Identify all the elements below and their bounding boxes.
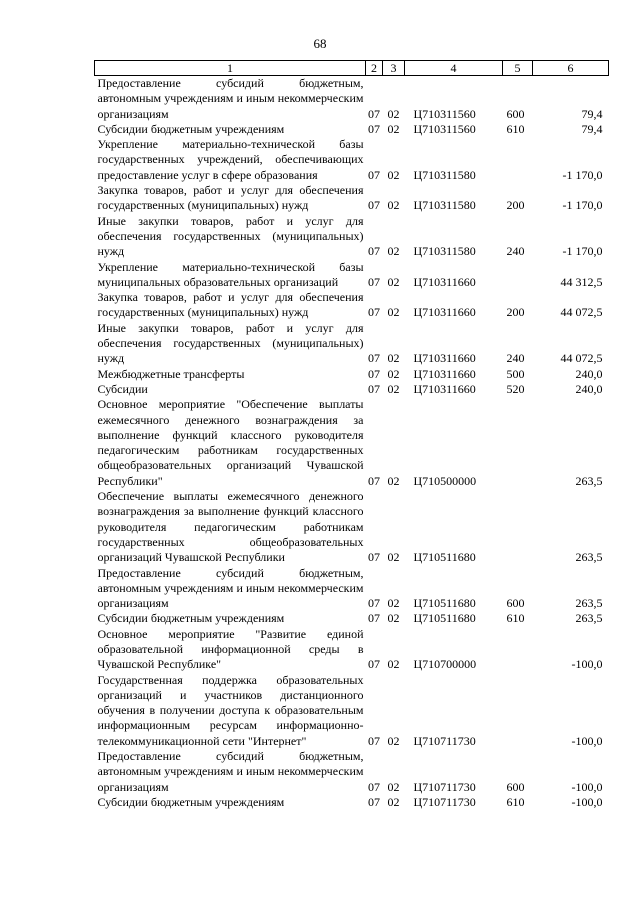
- row-name: Субсидии бюджетным учреждениям: [97, 794, 285, 809]
- subsection-code: 02: [387, 351, 400, 366]
- expense-type-code: 600: [506, 779, 525, 794]
- subsection-code: 02: [387, 611, 400, 626]
- section-code: 07: [368, 794, 380, 809]
- amount: 240,0: [575, 366, 603, 381]
- amount: 263,5: [575, 473, 603, 488]
- target-article-code: Ц710711730: [413, 733, 476, 748]
- subsection-code: 02: [387, 596, 400, 611]
- column-header-6: 6: [533, 61, 609, 76]
- subsection-code: 02: [387, 305, 400, 320]
- section-code: 07: [368, 198, 380, 213]
- section-code: 07: [368, 305, 380, 320]
- section-code: 07: [368, 779, 380, 794]
- table-row: [95, 214, 609, 260]
- section-code: 07: [368, 596, 380, 611]
- amount: -100,0: [571, 779, 603, 794]
- target-article-code: Ц710311660: [413, 351, 476, 366]
- subsection-code: 02: [387, 198, 400, 213]
- row-name: Субсидии бюджетным учреждениям: [97, 611, 285, 626]
- row-name: Закупка товаров, работ и услуг для обеспечения государственных (муниципальных) нужд: [97, 183, 364, 213]
- subsection-code: 02: [387, 779, 400, 794]
- table-row: [95, 489, 609, 565]
- section-code: 07: [368, 244, 380, 259]
- subsection-code: 02: [387, 167, 400, 182]
- expense-type-code: [503, 260, 533, 291]
- subsection-code: 02: [387, 381, 400, 396]
- row-name: Укрепление материально-технической базы государственных учреждений, обеспечивающих предоставление услуг в сфере образования: [97, 137, 364, 182]
- column-header-2: 2: [366, 61, 383, 76]
- row-name: Обеспечение выплаты ежемесячного денежного вознаграждения за выполнение функций классного руководителя педагогическим работникам государственных общеобразовательных организаций Чувашской Республики: [97, 489, 364, 565]
- subsection-code: 02: [387, 657, 400, 672]
- target-article-code: Ц710311580: [413, 244, 476, 259]
- amount: -100,0: [571, 794, 603, 809]
- row-name: Государственная поддержка образовательных организаций и участников дистанционного обучения в получении доступа к образовательным информационным ресурсам информационно-телекоммуникационной сети "Интернет": [97, 672, 364, 748]
- section-code: 07: [368, 274, 380, 289]
- expense-type-code: 240: [506, 351, 525, 366]
- row-name: Субсидии: [97, 381, 148, 396]
- amount: 240,0: [575, 381, 603, 396]
- row-name: Основное мероприятие "Обеспечение выплаты ежемесячного денежного вознаграждения за выполнение функций классного руководителя педагогическим работникам государственных общеобразовательных организаций Чувашской Республики": [97, 397, 364, 488]
- expense-type-code: 200: [506, 305, 525, 320]
- expense-type-code: [503, 673, 533, 749]
- section-code: 07: [368, 611, 380, 626]
- section-code: 07: [368, 733, 380, 748]
- table-row: [95, 122, 609, 137]
- target-article-code: Ц710511680: [413, 550, 476, 565]
- row-name: Укрепление материально-технической базы муниципальных образовательных организаций: [97, 259, 364, 289]
- expense-type-code: 600: [506, 106, 525, 121]
- row-name: Закупка товаров, работ и услуг для обеспечения государственных (муниципальных) нужд: [97, 290, 364, 320]
- subsection-code: 02: [387, 550, 400, 565]
- expense-type-code: 610: [506, 121, 525, 136]
- table-row: [95, 137, 609, 183]
- amount: -100,0: [571, 733, 603, 748]
- subsection-code: 02: [387, 473, 400, 488]
- row-name: Предоставление субсидий бюджетным, автономным учреждениям и иным некоммерческим организациям: [97, 749, 364, 794]
- table-row: [95, 183, 609, 214]
- target-article-code: Ц710511680: [413, 611, 476, 626]
- table-body: [95, 76, 609, 811]
- subsection-code: 02: [387, 121, 400, 136]
- row-name: Основное мероприятие "Развитие единой образовательной информационной среды в Чувашской Республике": [97, 626, 364, 672]
- amount: 263,5: [575, 611, 603, 626]
- amount: -1 170,0: [562, 198, 603, 213]
- section-code: 07: [368, 381, 380, 396]
- amount: 263,5: [575, 596, 603, 611]
- table-row: [95, 749, 609, 795]
- target-article-code: Ц710311560: [413, 121, 476, 136]
- amount: 44 312,5: [560, 274, 603, 289]
- section-code: 07: [368, 167, 380, 182]
- target-article-code: Ц710311560: [413, 106, 476, 121]
- target-article-code: Ц710311660: [413, 366, 476, 381]
- target-article-code: Ц710311660: [413, 381, 476, 396]
- expense-type-code: [503, 137, 533, 183]
- section-code: 07: [368, 121, 380, 136]
- table-row: [95, 290, 609, 321]
- target-article-code: Ц710311660: [413, 305, 476, 320]
- column-header-5: 5: [503, 61, 533, 76]
- expense-type-code: 610: [506, 611, 525, 626]
- section-code: 07: [368, 366, 380, 381]
- amount: 79,4: [581, 121, 603, 136]
- table-row: [95, 627, 609, 673]
- table-row: [95, 321, 609, 367]
- table-row: [95, 795, 609, 810]
- table-row: [95, 566, 609, 612]
- column-header-1: 1: [95, 61, 366, 76]
- expense-type-code: [503, 627, 533, 673]
- subsection-code: 02: [387, 733, 400, 748]
- section-code: 07: [368, 351, 380, 366]
- target-article-code: Ц710700000: [413, 657, 477, 672]
- target-article-code: Ц710311580: [413, 198, 476, 213]
- table-header: [95, 61, 609, 76]
- subsection-code: 02: [387, 106, 400, 121]
- expense-type-code: 610: [506, 794, 525, 809]
- section-code: 07: [368, 106, 380, 121]
- expense-type-code: 500: [506, 366, 525, 381]
- table-row: [95, 382, 609, 397]
- subsection-code: 02: [387, 244, 400, 259]
- amount: -1 170,0: [562, 167, 603, 182]
- expense-type-code: 600: [506, 596, 525, 611]
- target-article-code: Ц710500000: [413, 473, 477, 488]
- target-article-code: Ц710311660: [413, 274, 476, 289]
- expense-type-code: 200: [506, 198, 525, 213]
- expense-type-code: 520: [506, 381, 525, 396]
- amount: 44 072,5: [560, 351, 603, 366]
- amount: 44 072,5: [560, 305, 603, 320]
- row-name: Предоставление субсидий бюджетным, автономным учреждениям и иным некоммерческим организациям: [97, 565, 364, 611]
- table-row: [95, 673, 609, 749]
- amount: 263,5: [575, 550, 603, 565]
- header-row: [95, 61, 609, 76]
- row-name: Субсидии бюджетным учреждениям: [97, 121, 285, 136]
- column-header-3: 3: [383, 61, 405, 76]
- table-row: [95, 367, 609, 382]
- page-number: 68: [313, 36, 327, 51]
- budget-table: [94, 60, 609, 810]
- table-row: [95, 611, 609, 626]
- amount: -100,0: [571, 657, 603, 672]
- subsection-code: 02: [387, 274, 400, 289]
- table-row: [95, 76, 609, 122]
- subsection-code: 02: [387, 794, 400, 809]
- target-article-code: Ц710711730: [413, 779, 476, 794]
- table-row: [95, 260, 609, 291]
- expense-type-code: 240: [506, 244, 525, 259]
- target-article-code: Ц710711730: [413, 794, 476, 809]
- column-header-4: 4: [405, 61, 503, 76]
- row-name: Иные закупки товаров, работ и услуг для обеспечения государственных (муниципальных) нужд: [97, 213, 364, 259]
- subsection-code: 02: [387, 366, 400, 381]
- section-code: 07: [368, 657, 380, 672]
- target-article-code: Ц710311580: [413, 167, 476, 182]
- row-name: Предоставление субсидий бюджетным, автономным учреждениям и иным некоммерческим организациям: [97, 76, 364, 121]
- amount: -1 170,0: [562, 244, 603, 259]
- row-name: Иные закупки товаров, работ и услуг для обеспечения государственных (муниципальных) нужд: [97, 320, 364, 366]
- row-name: Межбюджетные трансферты: [97, 366, 245, 381]
- target-article-code: Ц710511680: [413, 596, 476, 611]
- section-code: 07: [368, 550, 380, 565]
- section-code: 07: [368, 473, 380, 488]
- expense-type-code: [503, 397, 533, 489]
- expense-type-code: [503, 489, 533, 565]
- amount: 79,4: [581, 106, 603, 121]
- table-row: [95, 397, 609, 489]
